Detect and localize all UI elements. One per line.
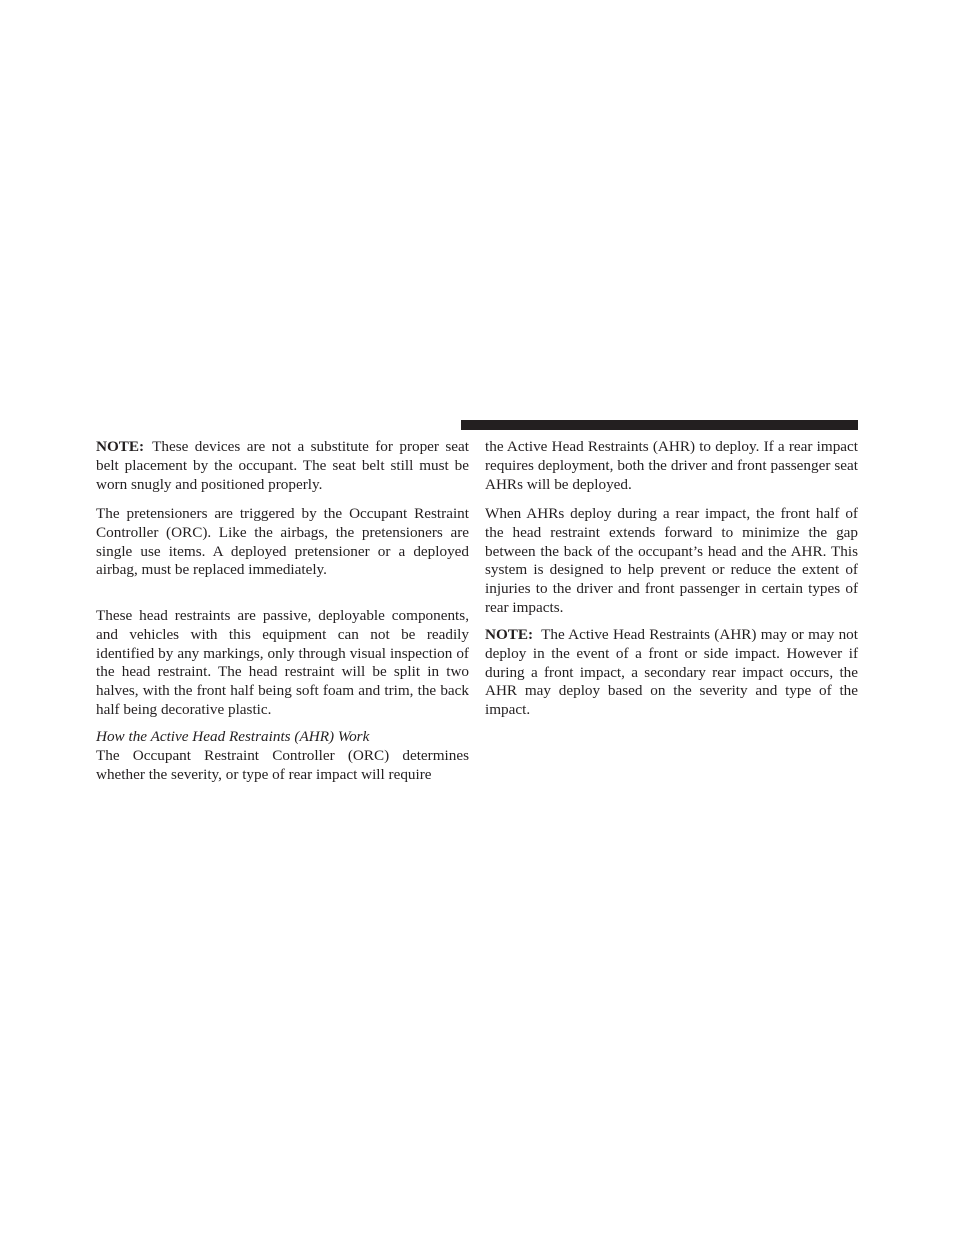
- left-column: [96, 438, 469, 494]
- note-label: NOTE:: [485, 626, 534, 643]
- section-subheading: How the Active Head Restraints (AHR) Work: [96, 728, 370, 745]
- note-paragraph-2: [485, 626, 858, 720]
- note-text: These devices are not a substitute for proper seat belt placement by the occupant. The seat belt still must be worn snugly and positioned properly.: [96, 438, 469, 493]
- note2-paragraph: [485, 626, 858, 720]
- note-paragraph: [96, 438, 469, 494]
- pretensioners-text: The pretensioners are triggered by the Occupant Restraint Controller (ORC). Like the airbags, the pretensioners are single use items. A deployed pretensioner or a deployed airbag, must be replaced immediately.: [96, 505, 469, 579]
- note-text: The Active Head Restraints (AHR) may or may not deploy in the event of a front or side impact. However if during a front impact, a secondary rear impact occurs, the AHR may deploy based on the severity and type of the impact.: [485, 626, 858, 719]
- right-column-continued: [485, 438, 858, 494]
- pretensioners-paragraph: [96, 505, 469, 580]
- head-restraints-paragraph: [96, 607, 469, 720]
- deploy-text: When AHRs deploy during a rear impact, the front half of the head restraint extends forward to minimize the gap between the back of the occupant’s head and the AHR. This system is designed to help prevent or reduce the extent of injuries to the driver and front passenger in certain types of rear impacts.: [485, 505, 858, 616]
- section-header-bar: [461, 420, 858, 430]
- note-label: NOTE:: [96, 438, 145, 455]
- deploy-paragraph: [485, 505, 858, 618]
- ahr-section: [96, 728, 469, 784]
- orc-text: The Occupant Restraint Controller (ORC) determines whether the severity, or type of rear impact will require: [96, 746, 469, 783]
- continued-text: the Active Head Restraints (AHR) to deploy. If a rear impact requires deployment, both the driver and front passenger seat AHRs will be deployed.: [485, 438, 858, 493]
- head-restraints-text: These head restraints are passive, deployable components, and vehicles with this equipment can not be readily identified by any markings, only through visual inspection of the head restraint. The head restraint will be split in two halves, with the front half being soft foam and trim, the back half being decorative plastic.: [96, 607, 469, 718]
